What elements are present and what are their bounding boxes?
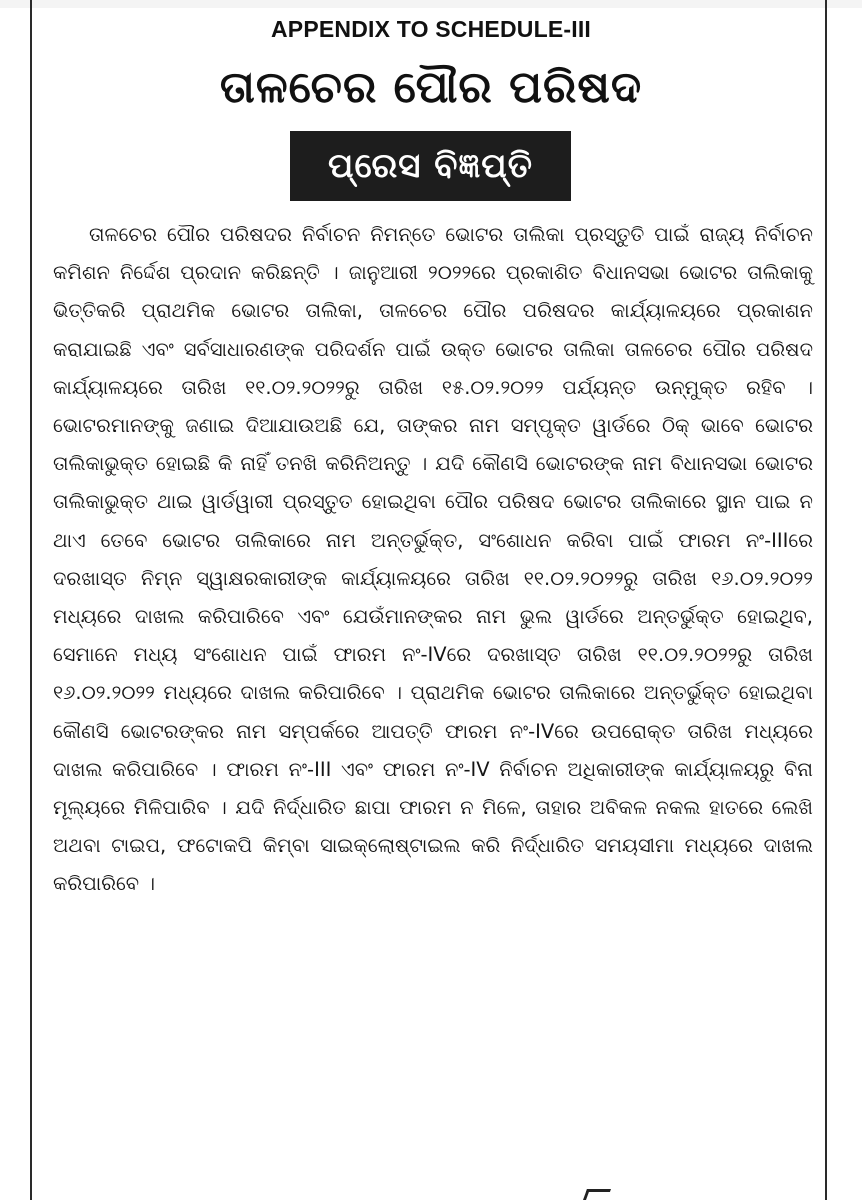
press-note-label: ପ୍ରେସ ବିଜ୍ଞପ୍ତି xyxy=(290,131,571,201)
council-title: ତାଳଚେର ପୌର ପରିଷଦ xyxy=(219,62,643,113)
notice-body-paragraph: ତାଳଚେର ପୌର ପରିଷଦର ନିର୍ବାଚନ ନିମନ୍ତେ ଭୋଟର ତାଲିକା ପ୍ରସ୍ତୁତି ପାଇଁ ରାଜ୍ୟ ନିର୍ବାଚନ କମିଶନ ନିର୍ଦ୍ଦେଶ ପ୍ରଦାନ କରିଛନ୍ତି । ଜାନୁଆରୀ ୨୦୨୨ରେ ପ୍ରକାଶିତ ବିଧାନସଭା ଭୋଟର ତାଲିକାକୁ ଭିତ୍ତିକରି ପ୍ରାଥମିକ ଭୋଟର ତାଲିକା, ତାଳଚେର ପୌର ପରିଷଦର କାର୍ଯ୍ୟାଳୟରେ ପ୍ରକାଶନ କରାଯାଇଛି ଏବଂ ସର୍ବସାଧାରଣଙ୍କ ପରିଦର୍ଶନ ପାଇଁ ଉକ୍ତ ଭୋଟର ତାଲିକା ତାଳଚେର ପୌର ପରିଷଦ କାର୍ଯ୍ୟାଳୟରେ ତାରିଖ ୧୧.୦୨.୨୦୨୨ରୁ ତାରିଖ ୧୫.୦୨.୨୦୨୨ ପର୍ଯ୍ୟନ୍ତ ଉନ୍ମୁକ୍ତ ରହିବ । ଭୋଟରମାନଙ୍କୁ ଜଣାଇ ଦିଆଯାଉଅଛି ଯେ, ତାଙ୍କର ନାମ ସମ୍ପୃକ୍ତ ୱାର୍ଡରେ ଠିକ୍ ଭାବେ ଭୋଟର ତାଲିକାଭୁକ୍ତ ହୋଇଛି କି ନାହିଁ ତନଖି କରିନିଅନ୍ତୁ । ଯଦି କୌଣସି ଭୋଟରଙ୍କ ନାମ ବିଧାନସଭା ଭୋଟର ତାଲିକାଭୁକ୍ତ ଥାଇ ୱାର୍ଡୱାରୀ ପ୍ରସ୍ତୁତ ହୋଇଥିବା ପୌର ପରିଷଦ ଭୋଟର ତାଲିକାରେ ସ୍ଥାନ ପାଇ ନ ଥାଏ ତେବେ ଭୋଟର ତାଲିକାରେ ନାମ ଅନ୍ତର୍ଭୁକ୍ତ, ସଂଶୋଧନ କରିବା ପାଇଁ ଫାରମ ନଂ-IIIରେ ଦରଖାସ୍ତ ନିମ୍ନ ସ୍ୱାକ୍ଷରକାରୀଙ୍କ କାର୍ଯ୍ୟାଳୟରେ ତାରିଖ ୧୧.୦୨.୨୦୨୨ରୁ ତାରିଖ ୧୬.୦୨.୨୦୨୨ ମଧ୍ୟରେ ଦାଖଲ କରିପାରିବେ ଏବଂ ଯେଉଁମାନଙ୍କର ନାମ ଭୁଲ ୱାର୍ଡରେ ଅନ୍ତର୍ଭୁକ୍ତ ହୋଇଥିବ, ସେମାନେ ମଧ୍ୟ ସଂଶୋଧନ ପାଇଁ ଫାରମ ନଂ-IVରେ ଦରଖାସ୍ତ ତାରିଖ ୧୧.୦୨.୨୦୨୨ରୁ ତାରିଖ ୧୬.୦୨.୨୦୨୨ ମଧ୍ୟରେ ଦାଖଲ କରିପାରିବେ । ପ୍ରାଥମିକ ଭୋଟର ତାଲିକାରେ ଅନ୍ତର୍ଭୁକ୍ତ ହୋଇଥିବା କୌଣସି ଭୋଟରଙ୍କର ନାମ ସମ୍ପର୍କରେ ଆପତ୍ତି ଫାରମ ନଂ-IVରେ ଉପରୋକ୍ତ ତାରିଖ ମଧ୍ୟରେ ଦାଖଲ କରିପାରିବେ । ଫାରମ ନଂ-III ଏବଂ ଫାରମ ନଂ-IV ନିର୍ବାଚନ ଅଧିକାରୀଙ୍କ କାର୍ଯ୍ୟାଳୟରୁ ବିନା ମୂଲ୍ୟରେ ମିଳିପାରିବ । ଯଦି ନିର୍ଦ୍ଧାରିତ ଛାପା ଫାରମ ନ ମିଳେ, ତାହାର ଅବିକଳ ନକଲ ହାତରେ ଲେଖି ଅଥବା ଟାଇପ, ଫଟୋକପି କିମ୍ବା ସାଇକ୍ଲୋଷ୍ଟାଇଲ କରି ନିର୍ଦ୍ଧାରିତ ସମୟସୀମା ମଧ୍ୟରେ ଦାଖଲ କରିପାରିବେ । xyxy=(53,223,813,896)
signature-stroke xyxy=(583,1189,611,1200)
appendix-heading: APPENDIX TO SCHEDULE-III xyxy=(270,16,592,42)
